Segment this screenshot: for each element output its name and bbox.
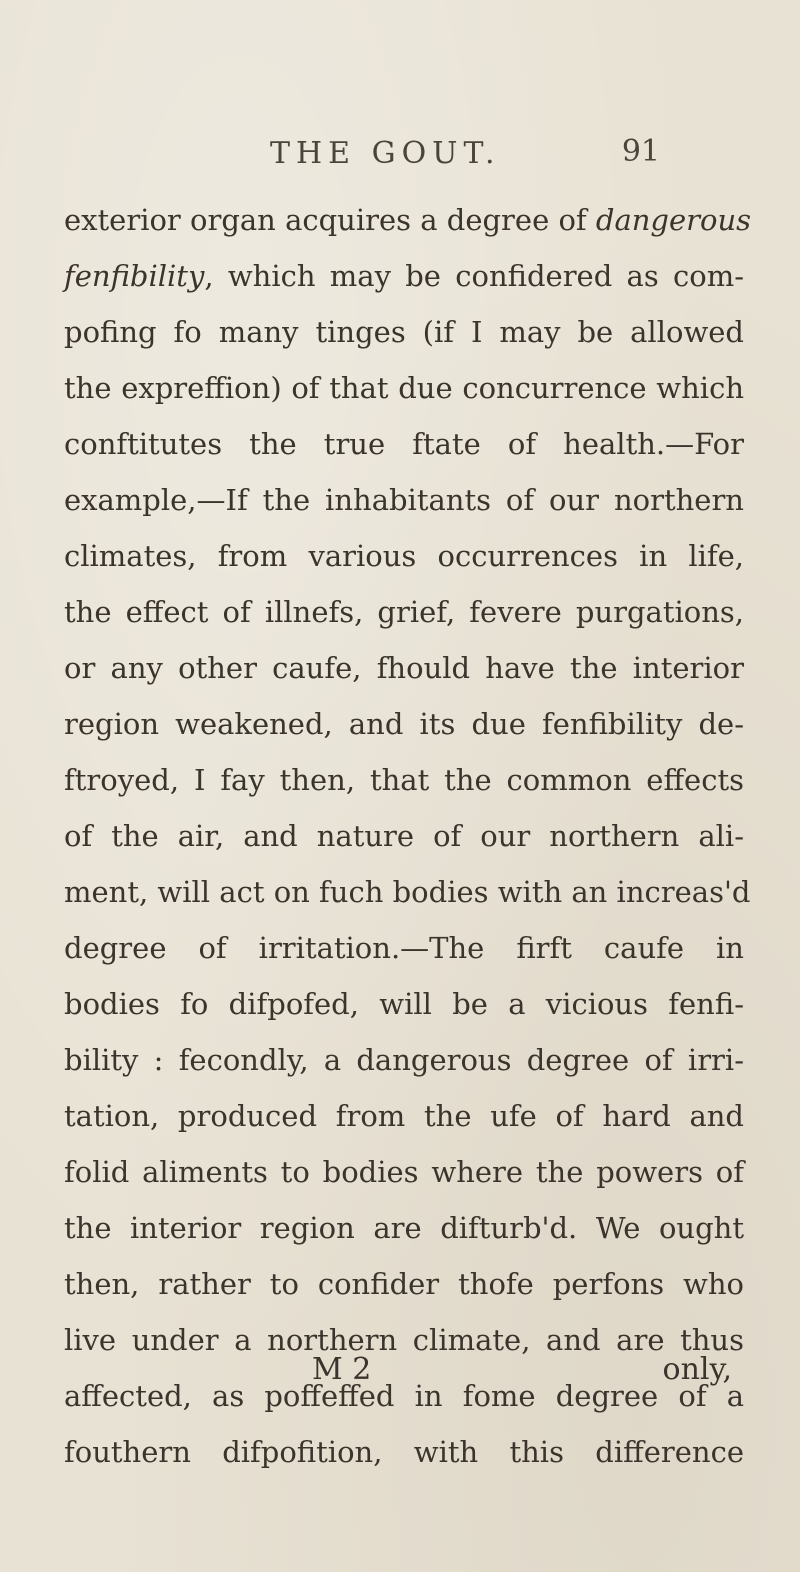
text-line: or any other caufe, fhould have the interior: [64, 651, 744, 685]
text-line: of the air, and nature of our northern ali-: [64, 819, 744, 853]
text-line: then, rather to confider thofe perfons who: [64, 1267, 744, 1301]
text-line: example,—If the inhabitants of our northern: [64, 483, 744, 517]
text-line: region weakened, and its due fenfibility de-: [64, 707, 744, 741]
page-footer: [312, 1352, 732, 1402]
text-line: fouthern difpofition, with this difference: [64, 1435, 744, 1469]
catchword: only,: [662, 1352, 732, 1387]
running-title: THE GOUT.: [270, 136, 501, 171]
text-line: the effect of illnefs, grief, fevere purgations,: [64, 595, 744, 629]
text-line: degree of irritation.—The firft caufe in: [64, 931, 744, 965]
text-line: pofing fo many tinges (if I may be allowed: [64, 315, 744, 349]
text-line: the expreffion) of that due concurrence which: [64, 371, 744, 405]
text-line: ment, will act on fuch bodies with an increas'd: [64, 875, 751, 909]
text-line: conftitutes the true ftate of health.—For: [64, 427, 744, 461]
text-line: bility : fecondly, a dangerous degree of irri-: [64, 1043, 744, 1077]
text-line: tation, produced from the ufe of hard and: [64, 1099, 744, 1133]
text-line: affected, as poffeffed in fome degree of a: [64, 1379, 744, 1413]
text-line: ftroyed, I fay then, that the common effects: [64, 763, 744, 797]
text-line: exterior organ acquires a degree of dangerous: [64, 203, 752, 237]
text-line: fenfibility, which may be confidered as com-: [64, 259, 744, 293]
text-line: folid aliments to bodies where the powers of: [64, 1155, 744, 1189]
signature-mark: M 2: [312, 1352, 372, 1387]
text-line: the interior region are difturb'd. We ought: [64, 1211, 744, 1245]
text-line: live under a northern climate, and are thus: [64, 1323, 744, 1357]
text-line: bodies fo difpofed, will be a vicious fenfi-: [64, 987, 744, 1021]
body-text: [64, 192, 752, 1480]
text-line: climates, from various occurrences in life,: [64, 539, 744, 573]
page-header: [270, 126, 660, 176]
page-number: 91: [621, 134, 660, 169]
